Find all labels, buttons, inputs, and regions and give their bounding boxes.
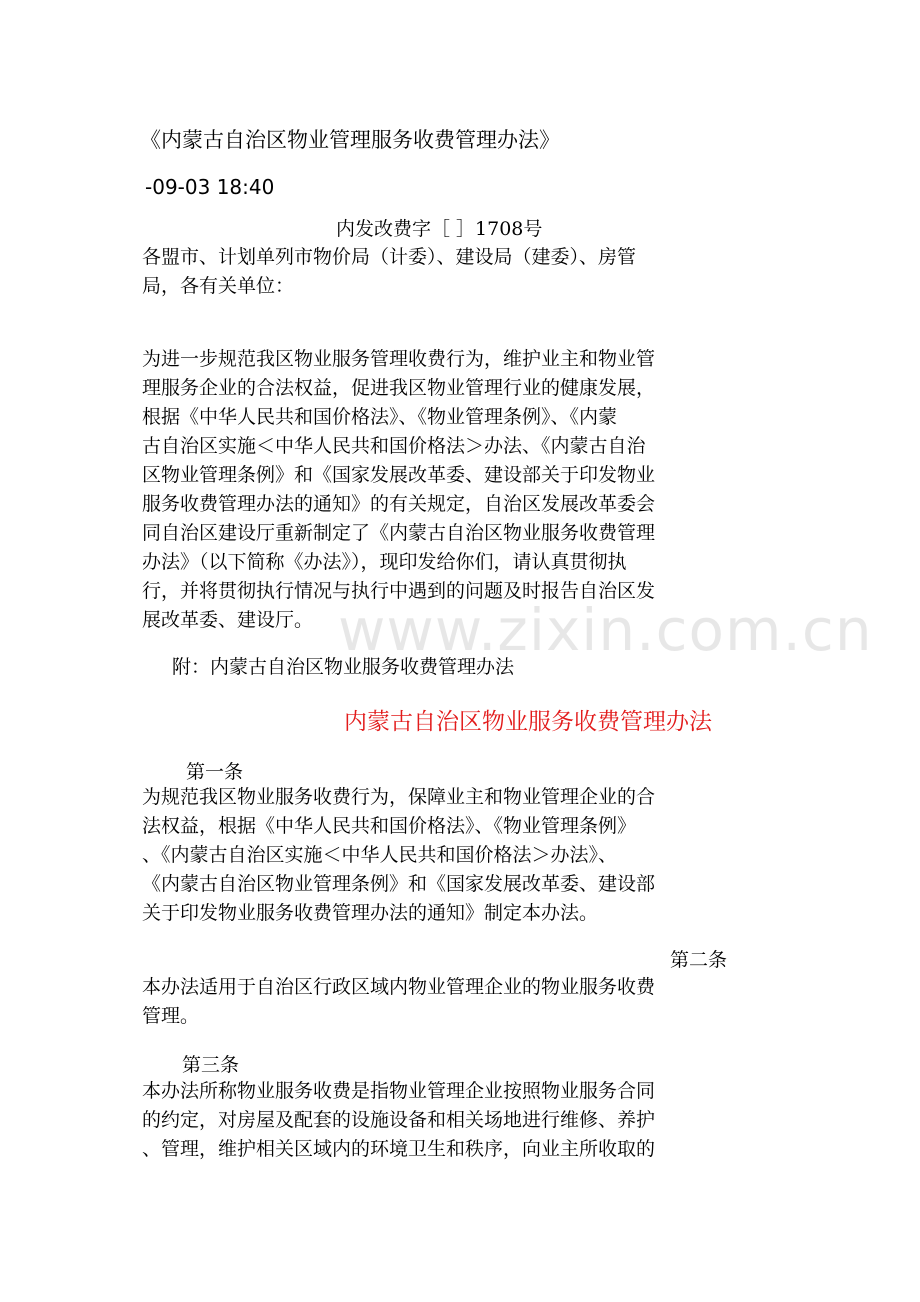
body-line: 展改革委、建设厅。 — [142, 609, 314, 631]
body-line: 古自治区实施＜中华人民共和国价格法＞办法、《内蒙古自治 — [142, 435, 646, 457]
article-line: 为规范我区物业服务收费行为，保障业主和物业管理企业的合 — [142, 786, 656, 808]
watermark-text: www.zixin.com.cn — [338, 596, 873, 664]
body-line: 区物业管理条例》和《国家发展改革委、建设部关于印发物业 — [142, 464, 656, 486]
article-2-heading: 第二条 — [670, 949, 728, 971]
publish-date: -09-03 18:40 — [145, 175, 275, 199]
article-line: 《内蒙古自治区物业管理条例》和《国家发展改革委、建设部 — [142, 873, 656, 895]
article-line: 本办法适用于自治区行政区域内物业管理企业的物业服务收费 — [142, 976, 656, 998]
article-line: 本办法所称物业服务收费是指物业管理企业按照物业服务合同 — [142, 1080, 656, 1102]
regulation-title: 内蒙古自治区物业服务收费管理办法 — [344, 709, 712, 735]
body-line: 同自治区建设厅重新制定了《内蒙古自治区物业服务收费管理 — [142, 522, 656, 544]
article-line: 法权益，根据《中华人民共和国价格法》、《物业管理条例》 — [142, 815, 637, 837]
body-line: 为进一步规范我区物业服务管理收费行为，维护业主和物业管 — [142, 348, 656, 370]
addressee-line: 局，各有关单位： — [142, 275, 295, 297]
article-line: 、《内蒙古自治区实施＜中华人民共和国价格法＞办法》、 — [142, 844, 618, 866]
article-1-text — [142, 783, 742, 928]
article-3-heading: 第三条 — [182, 1054, 240, 1076]
body-line: 行，并将贯彻执行情况与执行中遇到的问题及时报告自治区发 — [142, 580, 656, 602]
document-title: 《内蒙古自治区物业管理服务收费管理办法》 — [140, 128, 560, 152]
article-line: 、管理，维护相关区域内的环境卫生和秩序，向业主所收取的 — [142, 1138, 656, 1160]
article-line: 的约定，对房屋及配套的设施设备和相关场地进行维修、养护 — [142, 1109, 656, 1131]
body-line: 根据《中华人民共和国价格法》、《物业管理条例》、《内蒙 — [142, 406, 618, 428]
body-line: 理服务企业的合法权益，促进我区物业管理行业的健康发展， — [142, 377, 656, 399]
document-number: 内发改费字［ ］1708号 — [336, 218, 543, 240]
body-line: 办法》（以下简称《办法》），现印发给你们，请认真贯彻执 — [142, 551, 627, 573]
body-line: 服务收费管理办法的通知》的有关规定，自治区发展改革委会 — [142, 493, 656, 515]
addressee-line: 各盟市、计划单列市物价局（计委）、建设局（建委）、房管 — [142, 246, 637, 268]
article-line: 关于印发物业服务收费管理办法的通知》制定本办法。 — [142, 902, 599, 924]
notice-body-paragraph — [142, 345, 742, 635]
attachment-note: 附：内蒙古自治区物业服务收费管理办法 — [172, 656, 515, 678]
addressee-paragraph — [142, 243, 742, 301]
article-line: 管理。 — [142, 1005, 200, 1027]
article-3-text — [142, 1077, 742, 1164]
article-2-text — [142, 973, 742, 1031]
article-1-heading: 第一条 — [186, 761, 244, 783]
